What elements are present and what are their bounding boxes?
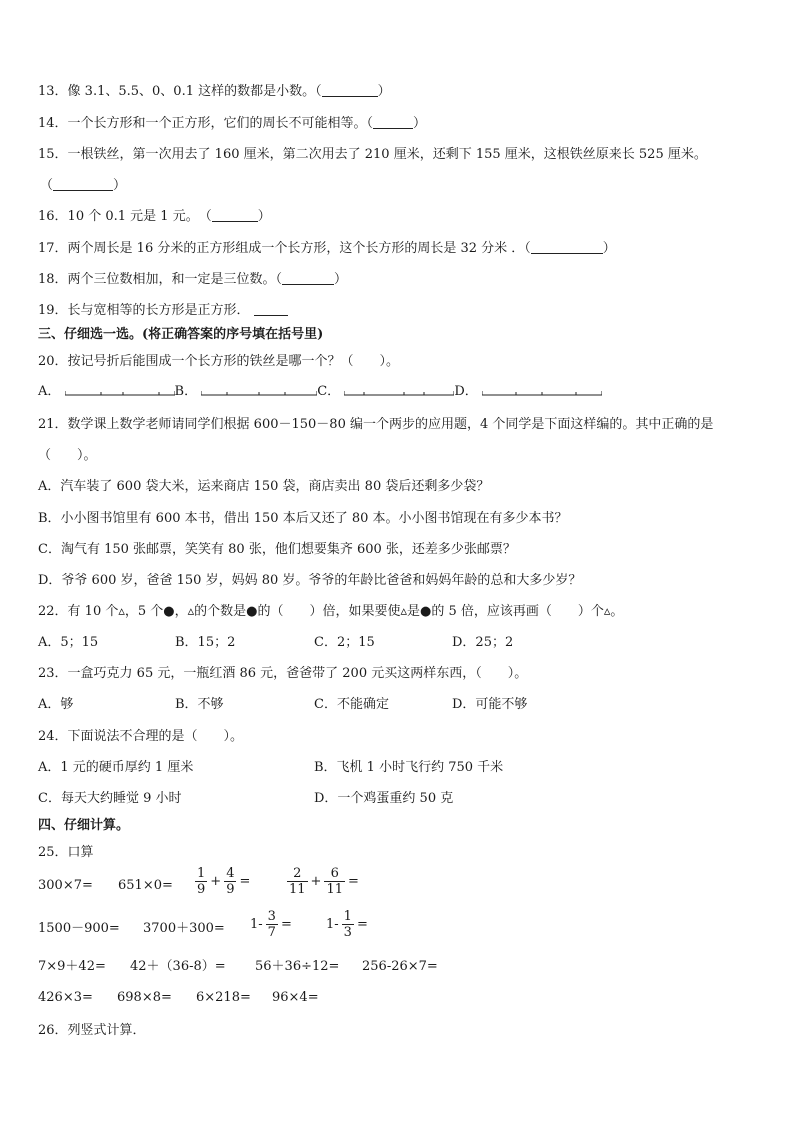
calc-1500-900: 1500－900= [38, 921, 120, 936]
question-24-option-a[interactable]: A．1 元的硬币厚约 1 厘米 [38, 760, 194, 775]
wire-option-c-icon[interactable] [344, 388, 454, 398]
calc-42+36-8: 42＋（36-8）= [130, 959, 226, 974]
question-22-option-a[interactable]: A．5；15 [38, 635, 99, 650]
calc-fraction-diff-1: 1- $\frac{3}{7}$ = [250, 909, 292, 940]
calc-3700+300: 3700＋300= [143, 921, 225, 936]
question-23-option-c[interactable]: C．不能确定 [314, 697, 389, 712]
question-24-option-c[interactable]: C．每天大约睡觉 9 小时 [38, 791, 182, 806]
calc-651x0: 651×0= [118, 878, 173, 893]
question-14: 14．一个长方形和一个正方形，它们的周长不可能相等。（ ） [38, 116, 427, 131]
calc-fraction-sum-1: $\frac{1}{9}$ + $\frac{4}{9}$ = [197, 866, 251, 897]
question-22-option-c[interactable]: C．2；15 [314, 635, 375, 650]
question-24-option-d[interactable]: D．一个鸡蛋重约 50 克 [314, 791, 454, 806]
question-24-option-b[interactable]: B．飞机 1 小时飞行约 750 千米 [314, 760, 504, 775]
calc-300x7: 300×7= [38, 878, 93, 893]
option-c-label: C． [317, 384, 341, 399]
answer-blank-19[interactable] [254, 303, 288, 316]
question-20-options [38, 383, 602, 401]
question-14-text: 14．一个长方形和一个正方形，它们的周长不可能相等。（ [38, 116, 374, 131]
question-18: 18．两个三位数相加，和一定是三位数。（ ） [38, 272, 348, 287]
wire-option-b-icon[interactable] [201, 388, 317, 398]
calc-6x218: 6×218= [196, 990, 251, 1005]
question-21-option-d[interactable]: D．爷爷 600 岁，爸爸 150 岁，妈妈 80 岁。爷爷的年龄比爸爸和妈妈年龄的总和大多少岁？ [38, 573, 582, 588]
question-15-text: 15．一根铁丝，第一次用去了 160 厘米，第二次用去了 210 厘米，还剩下 155 厘米，这根铁丝原来长 525 厘米。 [38, 147, 707, 162]
section-4-heading: 四、仔细计算。 [38, 818, 130, 833]
answer-blank-15[interactable] [53, 178, 113, 191]
question-22: 22．有 10 个▵，5 个●，▵的个数是●的（ ）倍，如果要使▵是●的 5 倍，应该再画（ ）个▵。 [38, 604, 624, 619]
question-13-text: 13．像 3.1、5.5、0、0.1 这样的数都是小数。（ [38, 84, 322, 99]
calc-256-26x7: 256-26×7= [362, 959, 438, 974]
calc-426x3: 426×3= [38, 990, 93, 1005]
question-22-option-b[interactable]: B．15；2 [175, 635, 236, 650]
question-24: 24．下面说法不合理的是（ ）。 [38, 729, 244, 744]
answer-blank-14[interactable] [373, 116, 413, 129]
answer-blank-18[interactable] [282, 272, 334, 285]
calc-56+36div12: 56＋36÷12= [255, 959, 340, 974]
question-25-title: 25．口算 [38, 845, 94, 860]
question-23-option-b[interactable]: B．不够 [175, 697, 224, 712]
option-a-label: A． [38, 384, 61, 399]
question-21-paren: （ ）。 [38, 448, 97, 463]
question-23-option-a[interactable]: A．够 [38, 697, 74, 712]
question-21-option-b[interactable]: B．小小图书馆里有 600 本书，借出 150 本后又还了 80 本。小小图书馆现在有多少本书？ [38, 511, 568, 526]
calc-96x4: 96×4= [272, 990, 319, 1005]
calc-fraction-diff-2: 1- $\frac{1}{3}$ = [326, 909, 368, 940]
question-21-option-a[interactable]: A．汽车装了 600 袋大米，运来商店 150 袋，商店卖出 80 袋后还剩多少袋？ [38, 479, 490, 494]
answer-blank-13[interactable] [322, 84, 378, 97]
question-18-text: 18．两个三位数相加，和一定是三位数。（ [38, 272, 283, 287]
calc-698x8: 698×8= [117, 990, 172, 1005]
option-d-label: D． [454, 384, 478, 399]
question-19-text: 19．长与宽相等的长方形是正方形． [38, 303, 250, 318]
question-21-option-c[interactable]: C．淘气有 150 张邮票，笑笑有 80 张，他们想要集齐 600 张，还差多少张邮票？ [38, 542, 516, 557]
question-20: 20．按记号折后能围成一个长方形的铁丝是哪一个？（ ）。 [38, 354, 400, 369]
section-3-heading: 三、仔细选一选。(将正确答案的序号填在括号里) [38, 327, 324, 342]
question-23-option-d[interactable]: D．可能不够 [452, 697, 528, 712]
question-23: 23．一盒巧克力 65 元，一瓶红酒 86 元，爸爸带了 200 元买这两样东西，（ ）。 [38, 666, 528, 681]
calc-fraction-sum-2: $\frac{2}{11}$ + $\frac{6}{11}$ = [289, 866, 359, 897]
question-15 [38, 146, 707, 164]
question-17-text: 17．两个周长是 16 分米的正方形组成一个长方形，这个长方形的周长是 32 分米 ．（ [38, 241, 531, 256]
answer-blank-17[interactable] [531, 241, 603, 254]
question-21: 21．数学课上数学老师请同学们根据 600－150－80 编一个两步的应用题，4 个同学是下面这样编的。其中正确的是 [38, 417, 714, 432]
question-16-text: 16．10 个 0.1 元是 1 元。 （ [38, 209, 212, 224]
answer-blank-16[interactable] [212, 209, 258, 222]
question-26-title: 26．列竖式计算． [38, 1023, 146, 1038]
question-15-answer: （ ） [40, 178, 127, 193]
wire-option-a-icon[interactable] [65, 388, 175, 398]
question-22-option-d[interactable]: D．25；2 [452, 635, 514, 650]
calc-7x9+42: 7×9＋42= [38, 959, 106, 974]
question-16: 16．10 个 0.1 元是 1 元。 （ ） [38, 209, 271, 224]
question-19 [38, 302, 288, 320]
wire-option-d-icon[interactable] [482, 388, 602, 398]
question-17: 17．两个周长是 16 分米的正方形组成一个长方形，这个长方形的周长是 32 分米 ．（ ） [38, 241, 616, 256]
option-b-label: B． [174, 384, 198, 399]
question-13: 13．像 3.1、5.5、0、0.1 这样的数都是小数。（ ） [38, 84, 391, 99]
